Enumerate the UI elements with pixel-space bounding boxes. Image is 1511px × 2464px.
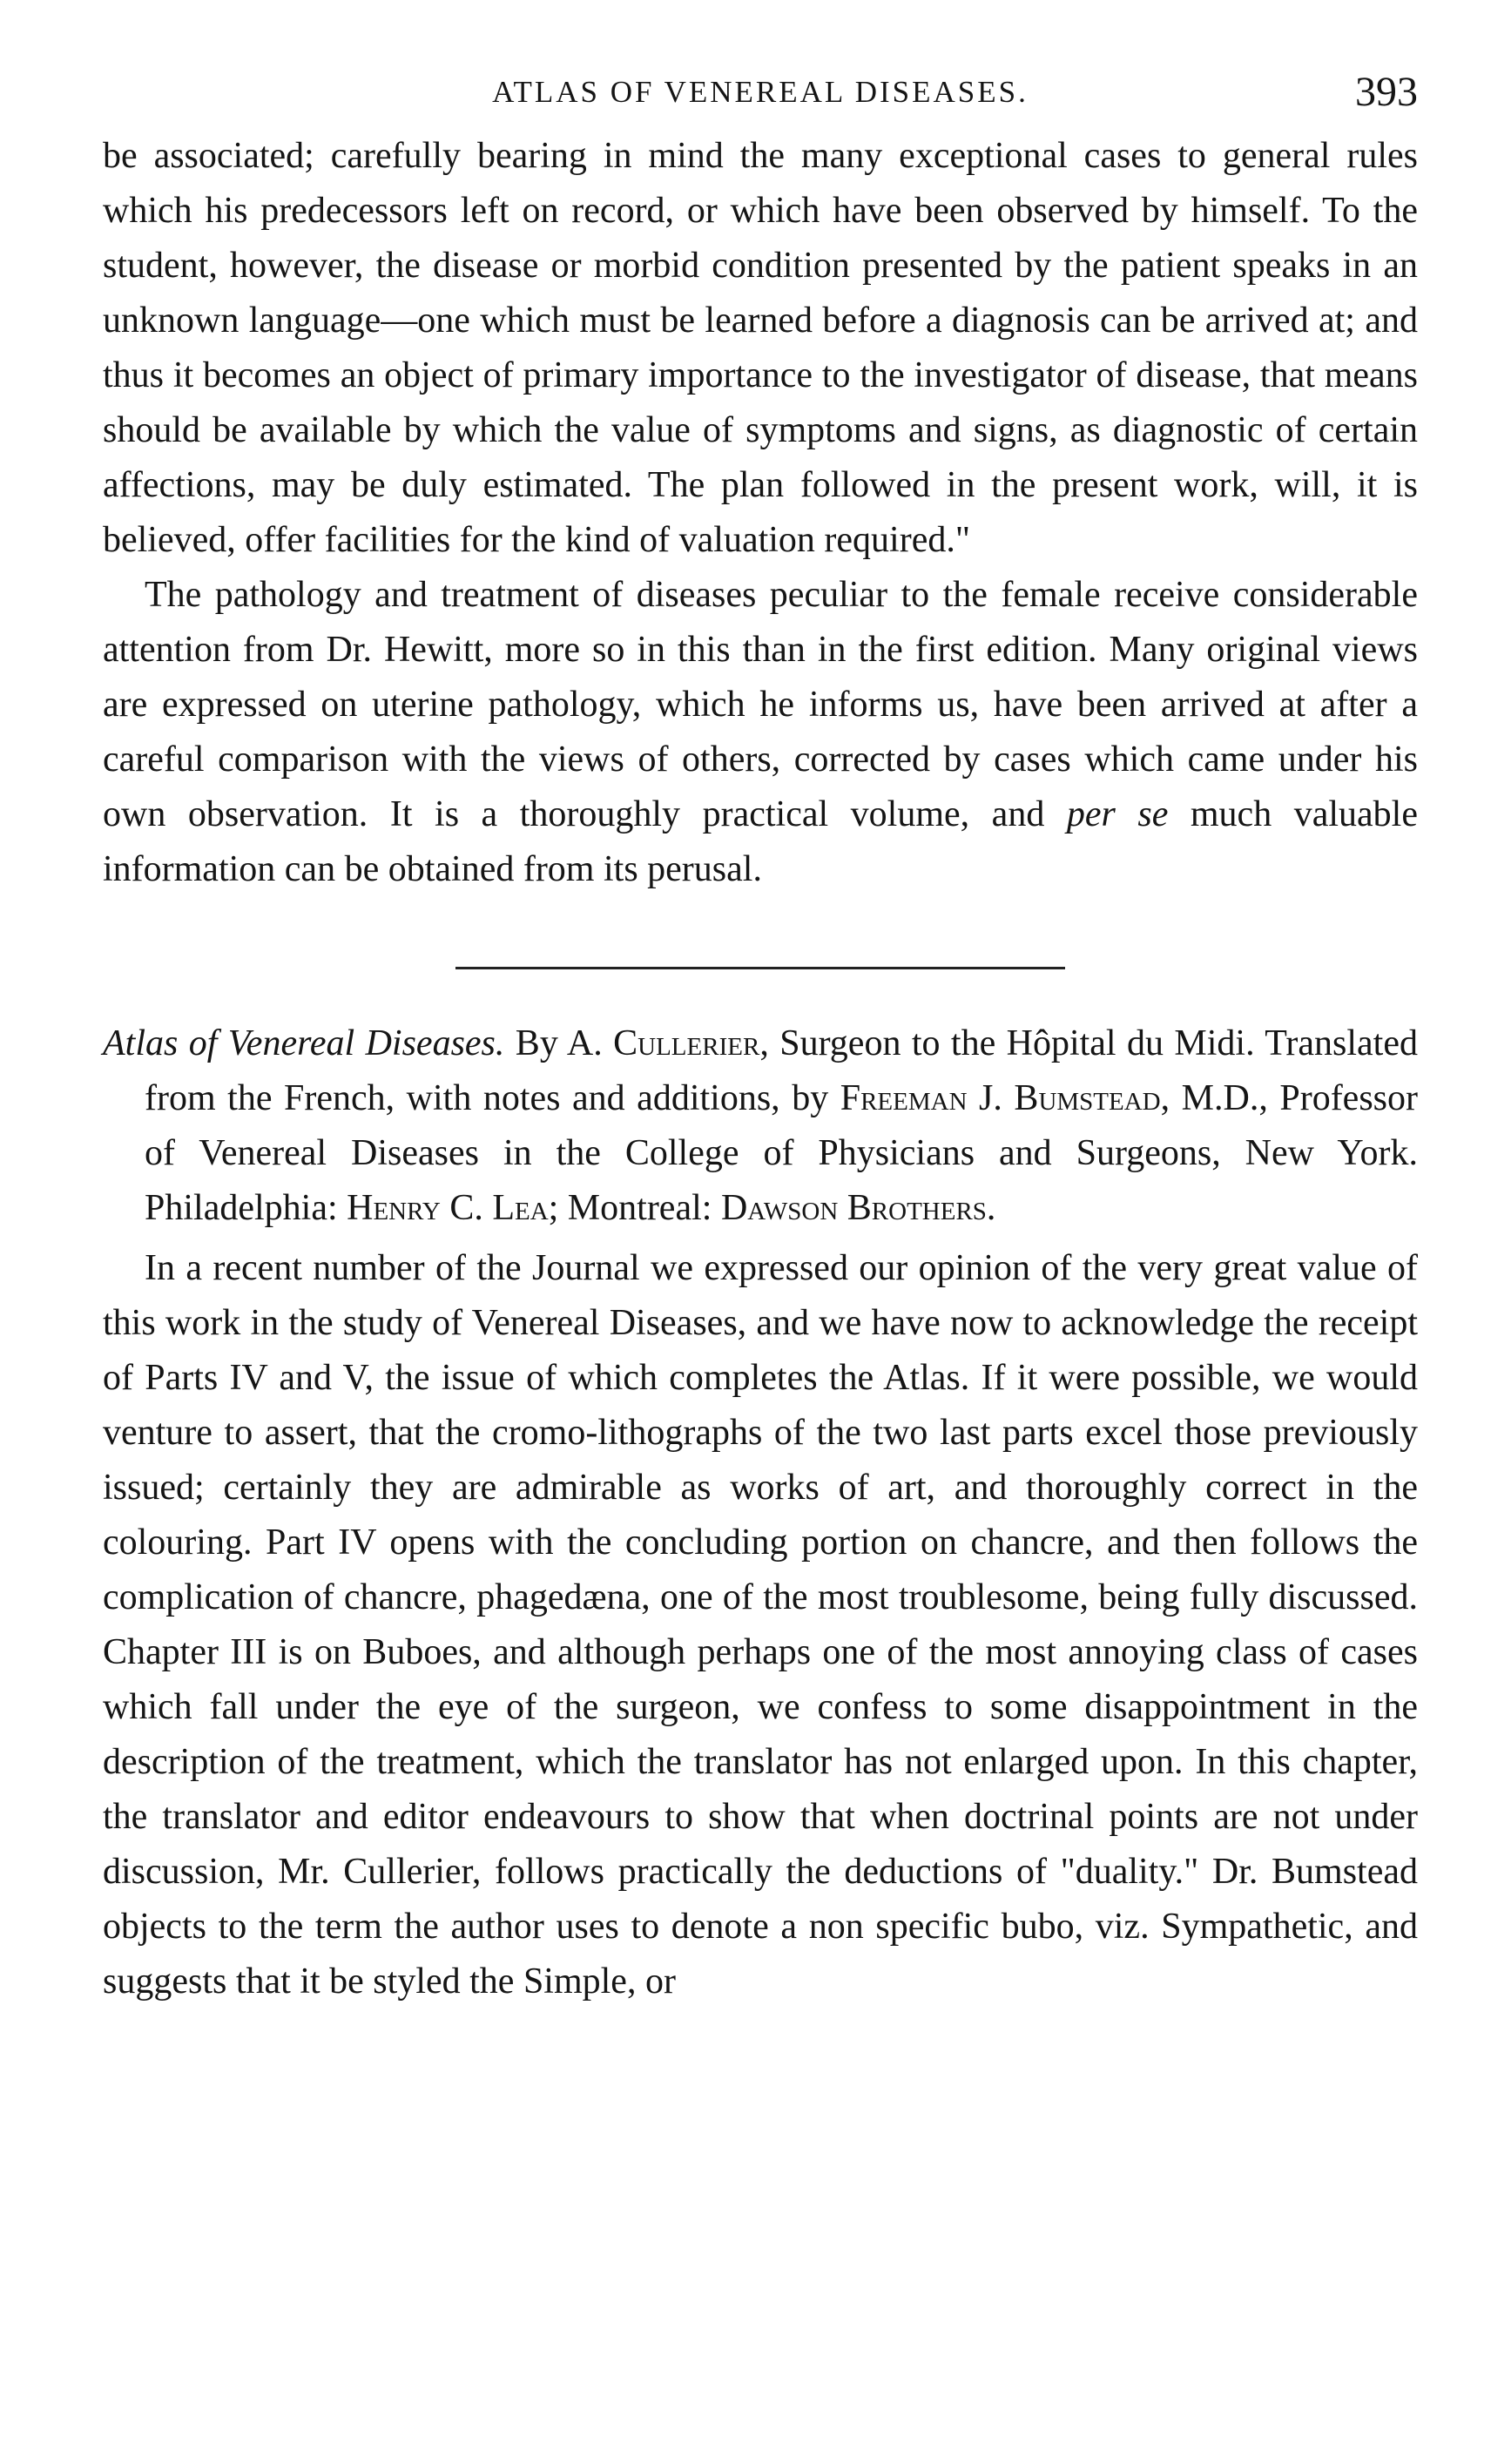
citation-by: By A. — [504, 1023, 614, 1063]
paragraph-continued: be associated; carefully bearing in mind the many exceptional cases to general rules which his predecessors left on record, or which have been observed by himself. To the student, however, the disease or morbid condition presented by the patient speaks in an unknown language—one which must be learned before a diagnosis can be arrived at; and thus it becomes an object of primary importance to the investigator of disease, that means should be available by which the value of symptoms and signs, as diagnostic of certain affections, may be duly estimated. The plan followed in the present work, will, it is believed, offer facilities for the kind of valuation required." — [103, 136, 1418, 560]
citation-between-publishers: ; Montreal: — [548, 1188, 721, 1228]
paragraph-pathology-text-a: The pathology and treatment of diseases peculiar to the female receive considerable attention from Dr. Hewitt, more so in this than in the first edition. Many original views are expressed on uterine pathology, which he informs us, have been arrived at after a careful comparison with the views of others, corrected by cases which came under his own observation. It is a thoroughly practical volume, and — [103, 575, 1418, 834]
citation-publisher-1: Henry C. Lea — [347, 1188, 549, 1228]
paragraph-pathology-italic: per se — [1066, 794, 1169, 834]
citation-end: . — [986, 1188, 996, 1228]
paragraph-pathology-text-b: much valuable information can be obtained from its perusal. — [103, 794, 1418, 889]
citation-translator: Freeman J. Bumstead — [840, 1078, 1161, 1118]
citation-after-translator: , M.D., Professor of Venereal Diseases in the College of Physicians and Surgeons, New York. Philadelphia: — [145, 1078, 1418, 1228]
section-divider — [455, 967, 1065, 969]
book-title: Atlas of Venereal Diseases. — [103, 1023, 505, 1063]
paragraph-pathology — [103, 568, 1418, 897]
citation-author: Cullerier — [613, 1023, 760, 1063]
citation-publisher-2: Dawson Brothers — [720, 1188, 987, 1228]
review-body: In a recent number of the Journal we expressed our opinion of the very great value of this work in the study of Venereal Diseases, and we have now to acknowledge the receipt of Parts IV and V, the issue of which completes the Atlas. If it were possible, we would venture to assert, that the cromo-lithographs of the two last parts excel those previously issued; certainly they are admirable as works of art, and thoroughly correct in the colouring. Part IV opens with the concluding portion on chancre, and then follows the complication of chancre, phagedæna, one of the most troublesome, being fully discussed. Chapter III is on Buboes, and although perhaps one of the most annoying class of cases which fall under the eye of the surgeon, we confess to some disappointment in the description of the treatment, which the translator has not enlarged upon. In this chapter, the translator and editor endeavours to show that when doctrinal points are not under discussion, Mr. Cullerier, follows practically the deductions of "duality." Dr. Bumstead objects to the term the author uses to denote a non specific bubo, viz. Sympathetic, and suggests that it be styled the Simple, or — [103, 1248, 1418, 2002]
citation-after-author: , Surgeon to the Hôpital du Midi. Translated from the French, with notes and additions, by — [145, 1023, 1418, 1118]
book-citation — [103, 1016, 1418, 1236]
page-header — [103, 68, 1418, 129]
page-number: 393 — [1355, 69, 1418, 115]
running-title: ATLAS OF VENEREAL DISEASES. — [492, 75, 1029, 109]
page — [103, 68, 1418, 2009]
